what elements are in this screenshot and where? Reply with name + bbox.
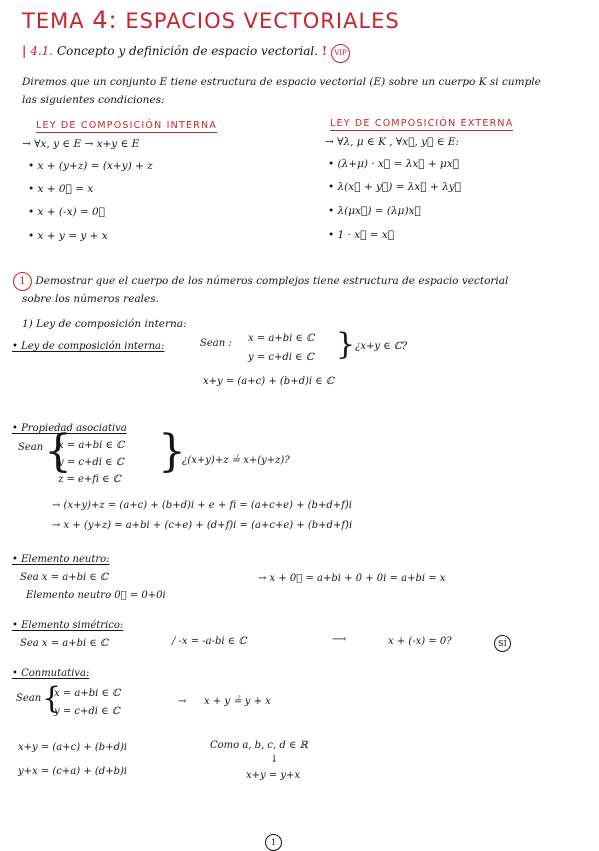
internal-law-item: • x + (-x) = 0⃗ [28,206,106,218]
page-title: TEMA 4: ESPACIOS VECTORIALES [22,6,400,34]
yes-badge: SÍ [494,631,511,652]
internal-law-item: • x + y = y + x [28,230,108,242]
z-definition: z = e+fi ∈ ℂ [58,474,121,485]
external-law-item: • λ(μx⃗) = (λμ)x⃗ [328,205,421,217]
sean-label: Sean [16,693,42,704]
internal-law-item: → ∀x, y ∈ E → x+y ∈ E [22,138,140,150]
exercise-number: 1 [13,272,32,291]
symmetric-line-2: / -x = -a-bi ∈ ℂ [172,636,247,647]
commutative-label: • Conmutativa: [12,668,90,679]
external-law-item: → ∀λ, μ ∈ K , ∀x⃗, y⃗ ∈ E: [325,136,460,148]
x-definition: x = a+bi ∈ ℂ [248,333,315,344]
symmetric-label: • Elemento simétrico: [12,620,124,631]
neutral-line-1: Sea x = a+bi ∈ ℂ [20,572,108,583]
internal-law-item: • x + 0⃗ = x [28,183,94,195]
arrow: ⟶ [332,634,347,645]
exercise-statement-line-2: sobre los números reales. [22,293,159,305]
x-definition: x = a+bi ∈ ℂ [58,440,125,451]
section-heading: | 4.1. Concepto y definición de espacio vectorial. ! VIP [22,44,350,63]
intro-line-2: las siguientes condiciones: [22,94,165,106]
external-law-item: • (λ+μ) · x⃗ = λx⃗ + μx⃗ [328,158,460,170]
external-law-item: • 1 · x⃗ = x⃗ [328,229,395,241]
right-brace: } [336,327,356,362]
exercise-statement: 1 Demostrar que el cuerpo de los números complejos tiene estructura de espacio vectorial [13,272,508,291]
sean-label: Sean : [200,338,232,349]
y-definition: y = c+di ∈ ℂ [248,352,314,363]
symmetric-line-1: Sea x = a+bi ∈ ℂ [20,638,108,649]
vip-badge: VIP [331,44,350,63]
closure-result: x+y = (a+c) + (b+d)i ∈ ℂ [203,376,334,387]
commutative-result: x+y = y+x [246,770,301,781]
internal-law-item: • x + (y+z) = (x+y) + z [28,160,153,172]
neutral-line-2: Elemento neutro 0⃗ = 0+0i [26,590,166,601]
neutral-line-3: → x + 0⃗ = a+bi + 0 + 0i = a+bi = x [258,573,446,584]
page-number: 1 [265,830,282,851]
y-definition: y = c+di ∈ ℂ [54,706,120,717]
associative-label: • Propiedad asociativa [12,423,127,434]
external-law-item: • λ(x⃗ + y⃗) = λx⃗ + λy⃗ [328,181,462,193]
como-line: Como a, b, c, d ∈ ℝ [210,740,308,751]
external-law-header: LEY DE COMPOSICIÓN EXTERNA [330,118,514,129]
sean-label: Sean [18,442,44,453]
intro-line-1: Diremos que un conjunto E tiene estructura de espacio vectorial (E) sobre un cuerpo K si cumple [22,76,541,88]
internal-law-label: • Ley de composición interna: [12,341,165,352]
left-brace: { [44,426,72,477]
commutative-line-1: x+y = (a+c) + (b+d)i [18,742,128,753]
commutative-question: x + y ≟ y + x [204,696,271,707]
commutative-line-2: y+x = (c+a) + (d+b)i [18,766,128,777]
part-1-label: 1) Ley de composición interna: [22,318,187,330]
associative-line-2: → x + (y+z) = a+bi + (c+e) + (d+f)i = (a+c+e) + (b+d+f)i [52,520,353,531]
closure-question: ¿x+y ∈ ℂ? [355,341,408,352]
left-brace: { [42,681,62,716]
down-arrow: ↓ [270,754,279,765]
internal-law-header: LEY DE COMPOSICIÓN INTERNA [36,120,217,131]
associative-line-1: → (x+y)+z = (a+c) + (b+d)i + e + fi = (a+c+e) + (b+d+f)i [52,500,352,511]
arrow: → [178,696,187,707]
x-definition: x = a+bi ∈ ℂ [54,688,121,699]
y-definition: y = c+di ∈ ℂ [58,457,124,468]
neutral-label: • Elemento neutro: [12,554,110,565]
associative-question: ¿(x+y)+z ≟ x+(y+z)? [182,455,290,466]
right-brace: } [158,426,186,477]
symmetric-line-3: x + (-x) = 0? [388,636,452,647]
